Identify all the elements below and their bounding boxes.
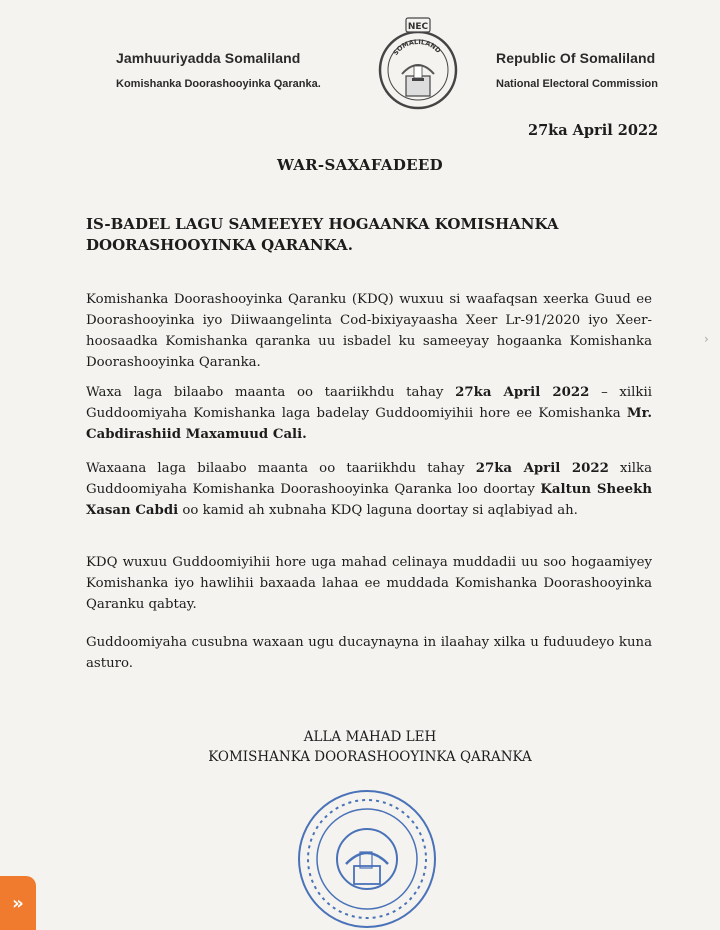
double-chevron-right-icon: »	[12, 892, 24, 914]
paragraph-2-date: 27ka April 2022	[455, 385, 590, 400]
paragraph-2-text-b: – xilkii Guddoomiyaha Komishanka laga badelay Guddoomiyihii hore ee Komishanka	[86, 385, 652, 421]
document-headline: WAR-SAXAFADEED	[277, 156, 443, 174]
document-date: 27ka April 2022	[528, 122, 659, 139]
paragraph-3-text-a: Waxaana laga bilaabo maanta oo taariikhdu tahay	[86, 461, 476, 476]
header-left-title: Jamhuuriyadda Somaliland	[116, 50, 301, 66]
header-right-title: Republic Of Somaliland	[496, 50, 656, 66]
closing-line-2: KOMISHANKA DOORASHOOYINKA QARANKA	[208, 749, 532, 765]
paragraph-3-name: Kaltun Sheekh Xasan Cabdi	[86, 482, 652, 518]
header-right	[496, 50, 658, 90]
header-left-subtitle: Komishanka Doorashooyinka Qaranka.	[116, 78, 321, 90]
subject-line-1: IS-BADEL LAGU SAMEEYEY HOGAANKA KOMISHANKA	[86, 215, 559, 233]
header-right-subtitle: National Electoral Commission	[496, 78, 658, 90]
edge-scroll-indicator: ›	[704, 332, 709, 346]
paragraph-1: Komishanka Doorashooyinka Qaranku (KDQ) wuxuu si waafaqsan xeerka Guud ee Doorashooyinka iyo Diiwaangelinta Cod-bixiyayaasha Xeer Lr-91/2020 iyo Xeer-hoosaadka Komishanka qaranka uu isbadel ku sameeyay hogaanka Komishanka Doorashooyinka Qaranka.	[86, 292, 652, 370]
paragraph-4: KDQ wuxuu Guddoomiyihii hore uga mahad celinaya muddadii uu soo hogaamiyey Komishanka iyo hawlihii baxaada lahaa ee muddada Komishanka Doorashooyinka Qaranku qabtay.	[86, 555, 652, 612]
paragraph-2-text-a: Waxa laga bilaabo maanta oo taariikhdu tahay	[86, 385, 456, 400]
header-left	[116, 50, 321, 90]
official-stamp-icon	[296, 788, 438, 930]
paragraph-3	[86, 458, 652, 521]
paragraph-2	[86, 382, 652, 445]
paragraph-5: Guddoomiyaha cusubna waxaan ugu ducaynayna in ilaahay xilka u fuduudeyo kuna asturo.	[86, 635, 652, 671]
subject-line-2: DOORASHOOYINKA QARANKA.	[86, 236, 353, 254]
paragraph-2-name: Mr. Cabdirashiid Maxamuud Cali.	[86, 406, 652, 442]
next-page-button[interactable]	[0, 876, 36, 930]
closing-line-1: ALLA MAHAD LEH	[303, 729, 437, 745]
nec-logo-icon	[376, 16, 460, 116]
svg-text:NEC: NEC	[407, 22, 429, 32]
paragraph-3-text-c: oo kamid ah xubnaha KDQ laguna doortay si aqlabiyad ah.	[178, 503, 578, 518]
paragraph-3-date: 27ka April 2022	[475, 461, 609, 476]
document-subject	[86, 214, 606, 256]
svg-text:SOMALILAND: SOMALILAND	[391, 37, 443, 57]
paragraph-3-text-b: xilka Guddoomiyaha Komishanka Doorashooyinka Qaranka loo doortay	[86, 461, 652, 497]
